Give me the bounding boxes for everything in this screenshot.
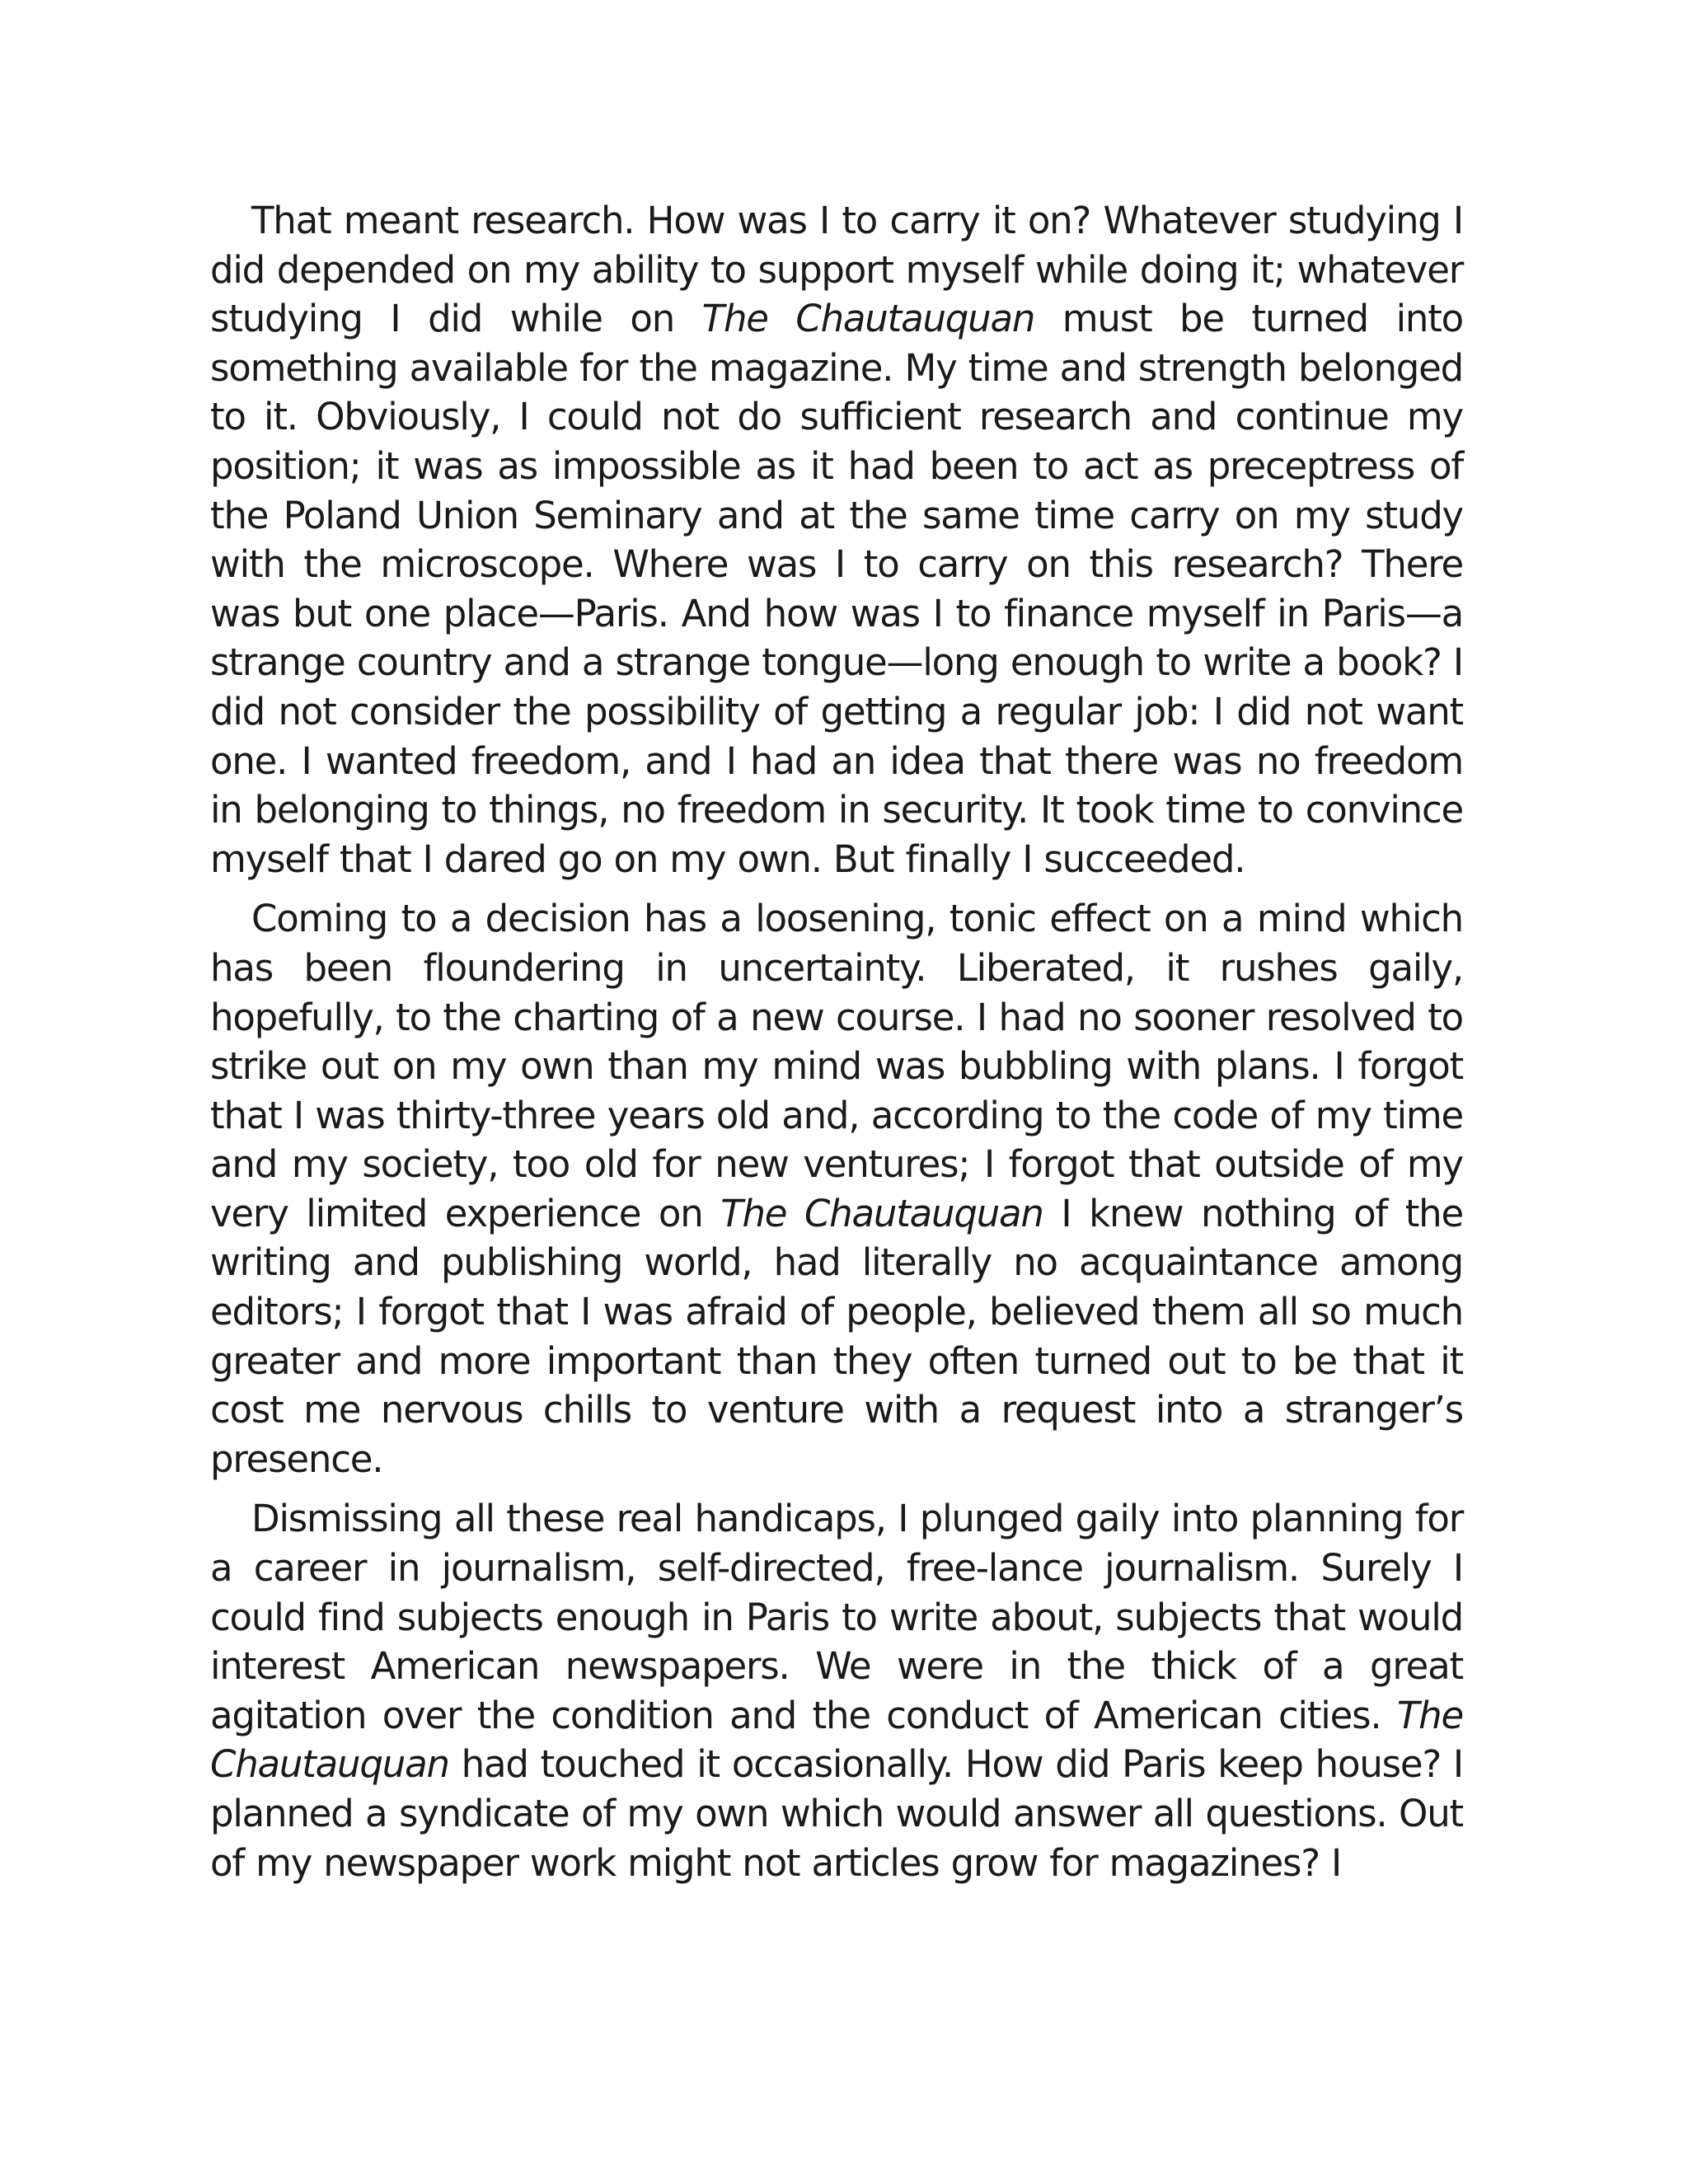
book-page-text <box>210 196 1463 1887</box>
text-fragment: That meant research. How was I to carry it on? Whatever studying I did depended on my ability to support myself while doing it; whatever studying I did while on <box>210 199 1463 341</box>
italic-title-fragment: The Chautauquan <box>210 1693 1463 1787</box>
text-fragment: Coming to a decision has a loosening, tonic effect on a mind which has been floundering in uncertainty. Liberated, it rushes gaily, hopefully, to the charting of a new course. I had no sooner resolved to strike out on my own than my mind was bubbling with plans. I forgot that I was thirty-three years old and, according to the code of my time and my society, too old for new ventures; I forgot that outside of my very limited experience on <box>210 897 1463 1235</box>
text-fragment: I knew nothing of the writing and publishing world, had literally no acquaintance among editors; I forgot that I was afraid of people, believed them all so much greater and more important than they often turned out to be that it cost me nervous chills to venture with a request into a stranger’s presence. <box>210 1191 1463 1481</box>
paragraph-journalism <box>210 1494 1463 1887</box>
paragraph-research <box>210 196 1463 883</box>
text-fragment: must be turned into something available for the magazine. My time and strength belonged to it. Obviously, I could not do sufficient research and continue my position; it was as impossible as it had been to act as preceptress of the Poland Union Seminary and at the same time carry on my study with the microscope. Where was I to carry on this research? There was but one place—Paris. And how was I to finance myself in Paris—a strange country and a strange tongue—long enough to write a book? I did not consider the possibility of getting a regular job: I did not want one. I wanted freedom, and I had an idea that there was no freedom in belonging to things, no freedom in security. It took time to convince myself that I dared go on my own. But finally I succeeded. <box>210 297 1463 881</box>
italic-title-fragment: The Chautauquan <box>701 297 1035 341</box>
italic-title-fragment: The Chautauquan <box>720 1191 1043 1235</box>
text-fragment: had touched it occasionally. How did Paris keep house? I planned a syndicate of my own which would answer all questions. Out of my newspaper work might not articles grow for magazines? I <box>210 1742 1463 1885</box>
text-fragment: Dismissing all these real handicaps, I plunged gaily into planning for a career in journalism, self-directed, free-lance journalism. Surely I could find subjects enough in Paris to write about, subjects that would interest American newspapers. We were in the thick of a great agitation over the condition and the conduct of American cities. <box>210 1497 1463 1737</box>
paragraph-decision <box>210 894 1463 1483</box>
